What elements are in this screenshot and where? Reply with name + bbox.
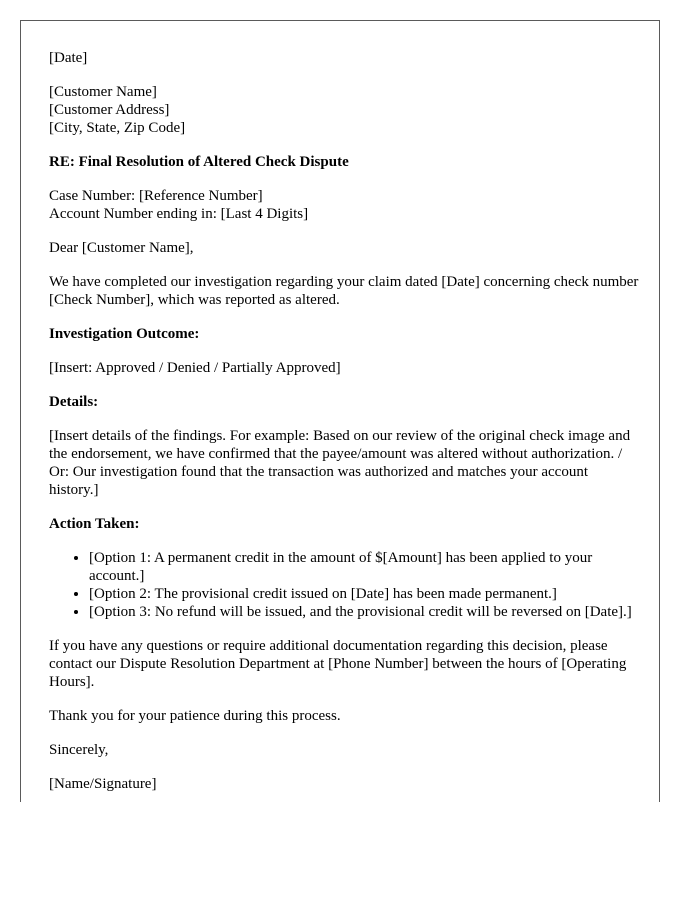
letter-body xyxy=(49,49,639,802)
letter-date: [Date] xyxy=(49,50,88,66)
salutation: Dear [Customer Name], xyxy=(49,240,194,256)
details-heading: Details: xyxy=(49,394,99,410)
signature-line: [Name/Signature] xyxy=(49,776,157,792)
customer-address: [Customer Address] xyxy=(49,102,170,118)
city-state-zip: [City, State, Zip Code] xyxy=(49,120,186,136)
action-option-1: • [Option 1: A permanent credit in the amount of $[Amount] has been applied to your account.] xyxy=(89,549,639,585)
letter-page xyxy=(20,20,660,802)
action-list xyxy=(49,549,639,621)
contact-paragraph: If you have any questions or require additional documentation regarding this decision, please contact our Dispute Resolution Department at [Phone Number] between the hours of [Operating Hours]. xyxy=(49,638,627,690)
thanks-line: Thank you for your patience during this process. xyxy=(49,708,341,724)
intro-paragraph: We have completed our investigation regarding your claim dated [Date] concerning check number [Check Number], which was reported as altered. xyxy=(49,274,639,308)
closing-line: Sincerely, xyxy=(49,742,109,758)
action-option-3: • [Option 3: No refund will be issued, and the provisional credit will be reversed on [Date].] xyxy=(89,603,639,621)
case-number: Case Number: [Reference Number] xyxy=(49,188,263,204)
details-paragraph: [Insert details of the findings. For example: Based on our review of the original check image and the endorsement, we have confirmed that the payee/amount was altered without authorization. / Or: Our investigation found that the transaction was authorized and matches your account history.] xyxy=(49,428,631,498)
action-heading: Action Taken: xyxy=(49,516,140,532)
outcome-value: [Insert: Approved / Denied / Partially Approved] xyxy=(49,360,341,376)
outcome-heading: Investigation Outcome: xyxy=(49,326,200,342)
recipient-address-block xyxy=(49,83,639,137)
account-number: Account Number ending in: [Last 4 Digits] xyxy=(49,206,309,222)
reference-block xyxy=(49,187,639,223)
action-option-2: • [Option 2: The provisional credit issued on [Date] has been made permanent.] xyxy=(89,585,639,603)
subject-line: RE: Final Resolution of Altered Check Dispute xyxy=(49,154,349,170)
customer-name: [Customer Name] xyxy=(49,84,157,100)
